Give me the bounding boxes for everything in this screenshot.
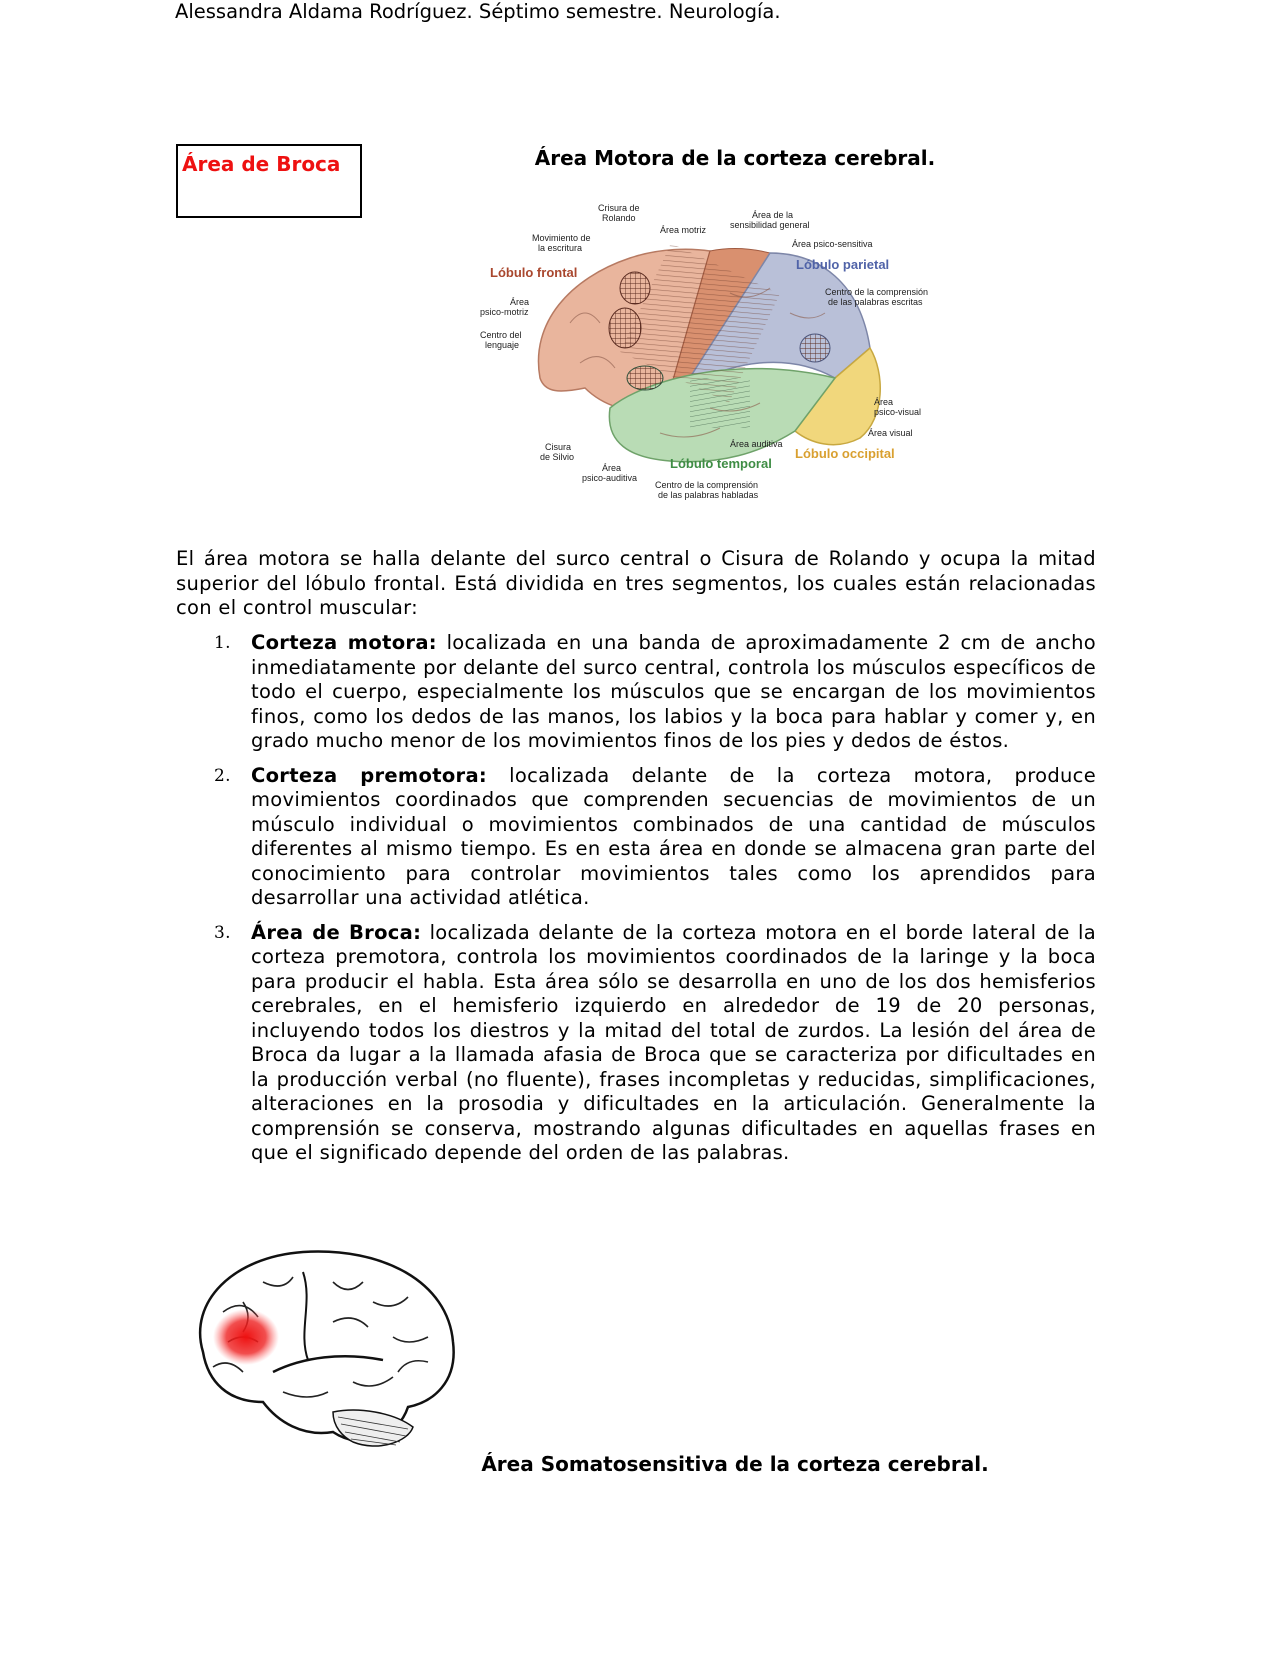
svg-text:de las palabras habladas: de las palabras habladas: [658, 490, 759, 500]
item-term: Área de Broca:: [251, 920, 422, 944]
label-language: Centro del: [480, 330, 522, 340]
label-sensibility: Área de la: [752, 210, 794, 220]
auditory-comprehension-area: [627, 366, 663, 390]
list-item: [176, 921, 1096, 1166]
label-occipital: Lóbulo occipital: [795, 446, 895, 461]
svg-text:Rolando: Rolando: [602, 213, 636, 223]
svg-text:psico-motriz: psico-motriz: [480, 307, 529, 317]
label-psychomotor: Área: [510, 297, 530, 307]
list-item: [176, 764, 1096, 911]
page-header: Alessandra Aldama Rodríguez. Séptimo semestre. Neurología.: [175, 0, 781, 23]
item-number: 2.: [214, 765, 231, 786]
label-auditory: Área auditiva: [730, 439, 783, 449]
written-comprehension-area: [800, 334, 830, 362]
label-temporal: Lóbulo temporal: [670, 456, 772, 471]
motor-segments-list: [176, 631, 1096, 1176]
svg-text:de Silvio: de Silvio: [540, 452, 575, 462]
broca-title: Área de Broca: [182, 152, 341, 176]
motor-area-title: Área Motora de la corteza cerebral.: [534, 146, 936, 170]
list-item: [176, 631, 1096, 754]
label-silvio: Cisura: [545, 442, 572, 452]
label-visual: Área visual: [868, 428, 913, 438]
label-motor: Área motriz: [660, 225, 707, 235]
item-text: localizada delante de la corteza motora, produce movimientos coordinados que comprenden secuencias de movimientos de un músculo individual o movimientos combinados de una cantidad de músculos diferentes al mismo tiempo. Es en esta área en donde se almacena gran parte del conocimiento para controlar movimientos tales como los aprendidos para desarrollar una actividad atlética.: [251, 763, 1096, 909]
item-number: 3.: [214, 922, 231, 943]
language-area: [609, 308, 641, 348]
item-number: 1.: [214, 633, 231, 653]
svg-text:psico-auditiva: psico-auditiva: [582, 473, 638, 483]
label-parietal: Lóbulo parietal: [796, 257, 890, 272]
item-term: Corteza motora:: [251, 631, 437, 654]
writing-area: [620, 272, 650, 304]
svg-text:la escritura: la escritura: [538, 243, 583, 253]
intro-paragraph: El área motora se halla delante del surco central o Cisura de Rolando y ocupa la mitad superior del lóbulo frontal. Está dividida en tres segmentos, los cuales están relacionadas con el control muscular:: [176, 547, 1096, 619]
label-psychovisual: Área: [874, 397, 894, 407]
label-written-words: Centro de la comprensión: [825, 287, 929, 297]
motor-cortex-diagram: [480, 203, 990, 523]
svg-text:de las palabras escritas: de las palabras escritas: [828, 297, 923, 307]
broca-title-box: [176, 144, 362, 218]
item-term: Corteza premotora:: [251, 763, 488, 787]
svg-text:lenguaje: lenguaje: [485, 340, 520, 350]
svg-text:psico-visual: psico-visual: [874, 407, 922, 417]
label-crisura: Crisura de: [598, 203, 640, 213]
label-frontal: Lóbulo frontal: [490, 265, 578, 280]
label-psychosensitive: Área psico-sensitiva: [792, 239, 873, 249]
label-psychoauditory: Área: [602, 463, 622, 473]
svg-text:sensibilidad general: sensibilidad general: [730, 220, 810, 230]
item-text: localizada delante de la corteza motora en el borde lateral de la corteza premotora, controla los movimientos coordinados de la laringe y la boca para producir el habla. Esta área sólo se desarrolla en uno de los dos hemisferios cerebrales, en el hemisferio izquierdo en alrededor de 19 de 20 personas, incluyendo todos los diestros y la mitad del total de zurdos. La lesión del área de Broca da lugar a la llamada afasia de Broca que se caracteriza por dificultades en la producción verbal (no fluente), frases incompletas y reducidas, simplificaciones, alteraciones en la prosodia y dificultades en la articulación. Generalmente la comprensión se conserva, mostrando algunas dificultades en aquellas frases en que el significado depende del orden de las palabras.: [251, 920, 1096, 1164]
label-writing: Movimiento de: [532, 233, 591, 243]
somatosensory-title: Área Somatosensitiva de la corteza cerebral.: [481, 1452, 989, 1476]
broca-brain-illustration: [183, 1242, 463, 1462]
broca-area-highlight: [213, 1309, 279, 1365]
label-spoken-words: Centro de la comprensión: [655, 480, 759, 490]
item-text: localizada en una banda de aproximadamente 2 cm de ancho inmediatamente por delante del surco central, controla los músculos específicos de todo el cuerpo, especialmente los músculos que se encargan de los movimientos finos, como los dedos de las manos, los labios y la boca para hablar y comer y, en grado mucho menor de los movimientos finos de los pies y dedos de éstos.: [251, 631, 1096, 752]
